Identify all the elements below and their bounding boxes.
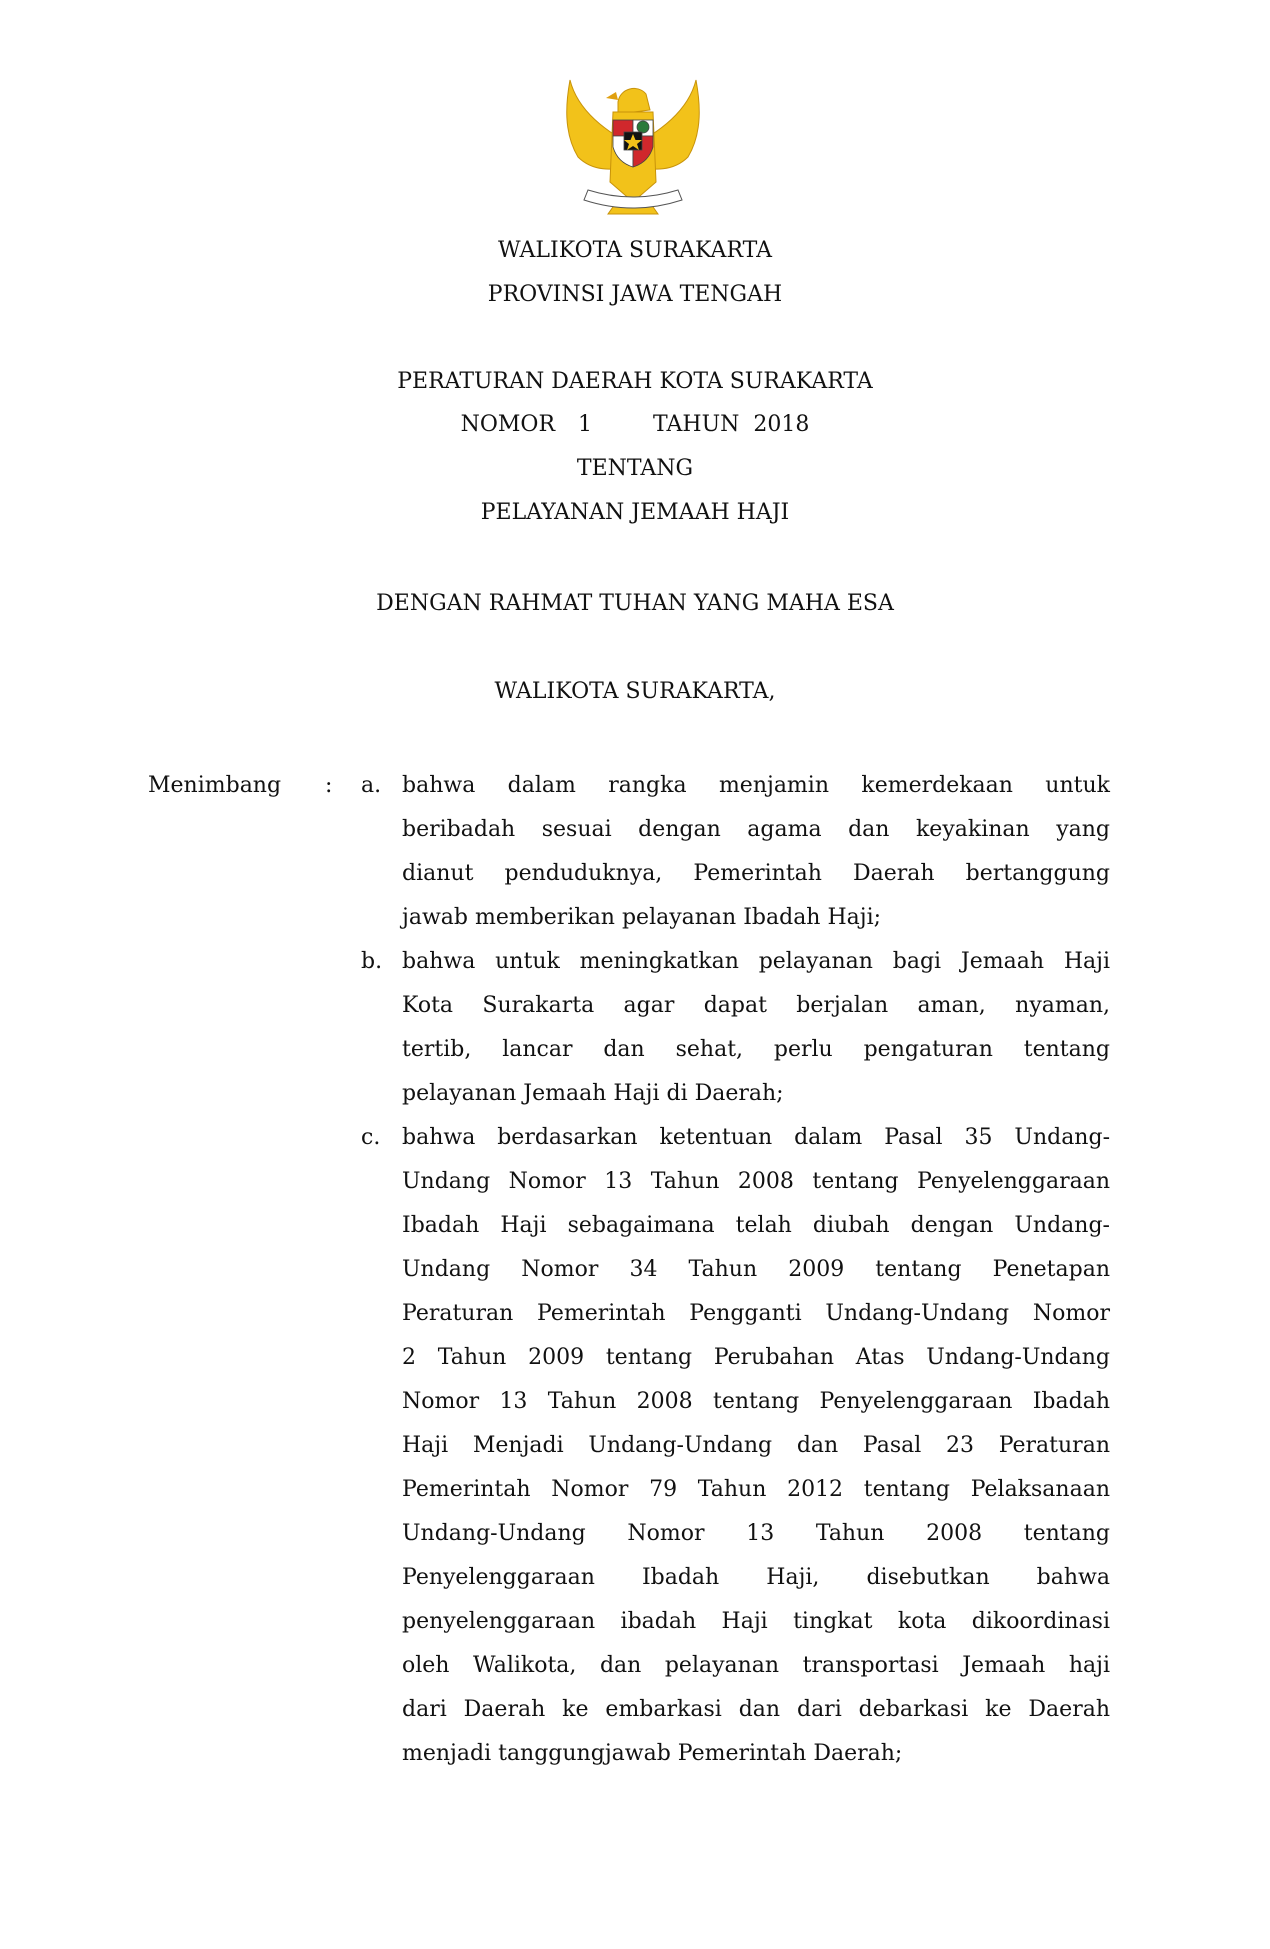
invocation: DENGAN RAHMAT TUHAN YANG MAHA ESA (376, 591, 894, 616)
item-text-line: Peraturan Pemerintah Pengganti Undang-Undang Nomor (402, 1301, 1110, 1326)
consideration-item (0, 764, 1270, 940)
item-text-line: beribadah sesuai dengan agama dan keyakinan yang (402, 817, 1110, 842)
regulation-number (0, 410, 1270, 440)
item-text-line: bahwa dalam rangka menjamin kemerdekaan untuk (402, 773, 1110, 798)
item-text-line: oleh Walikota, dan pelayanan transportasi Jemaah haji (402, 1653, 1110, 1678)
item-text-line: Undang Nomor 34 Tahun 2009 tentang Penetapan (402, 1257, 1110, 1282)
tahun-value: 2018 (753, 412, 810, 437)
menimbang-section (0, 764, 1270, 1776)
menimbang-label: Menimbang (148, 773, 282, 798)
consideration-item (0, 940, 1270, 1116)
issuer-title: WALIKOTA SURAKARTA (498, 238, 772, 263)
item-text-line: Nomor 13 Tahun 2008 tentang Penyelenggaraan Ibadah (402, 1389, 1110, 1414)
item-text-line: Haji Menjadi Undang-Undang dan Pasal 23 Peraturan (402, 1433, 1110, 1458)
item-text-line: bahwa untuk meningkatkan pelayanan bagi Jemaah Haji (402, 949, 1110, 974)
item-text-line: Pemerintah Nomor 79 Tahun 2012 tentang Pelaksanaan (402, 1477, 1110, 1502)
garuda-pancasila-emblem (558, 72, 708, 220)
mayor-heading: WALIKOTA SURAKARTA, (494, 679, 776, 704)
item-text-line: menjadi tanggungjawab Pemerintah Daerah; (402, 1741, 903, 1766)
item-text-line: 2 Tahun 2009 tentang Perubahan Atas Undang-Undang (402, 1345, 1110, 1370)
province-title: PROVINSI JAWA TENGAH (487, 282, 783, 307)
regulation-subject: PELAYANAN JEMAAH HAJI (480, 500, 790, 525)
tentang-label: TENTANG (576, 456, 694, 481)
item-text-line: bahwa berdasarkan ketentuan dalam Pasal 35 Undang- (402, 1125, 1110, 1150)
menimbang-colon: : (325, 773, 333, 798)
item-text-line: dari Daerah ke embarkasi dan dari debarkasi ke Daerah (402, 1697, 1110, 1722)
nomor-value: 1 (578, 412, 593, 437)
nomor-label: NOMOR (460, 412, 556, 437)
item-text-line: Kota Surakarta agar dapat berjalan aman, nyaman, (402, 993, 1110, 1018)
item-marker: a. (361, 773, 382, 798)
item-text-line: tertib, lancar dan sehat, perlu pengaturan tentang (402, 1037, 1110, 1062)
item-text-line: Penyelenggaraan Ibadah Haji, disebutkan bahwa (402, 1565, 1110, 1590)
item-marker: c. (361, 1125, 381, 1150)
item-text-line: jawab memberikan pelayanan Ibadah Haji; (402, 905, 882, 930)
item-text-line: pelayanan Jemaah Haji di Daerah; (402, 1081, 784, 1106)
regulation-title: PERATURAN DAERAH KOTA SURAKARTA (397, 369, 873, 394)
consideration-item (0, 1116, 1270, 1776)
item-marker: b. (361, 949, 383, 974)
item-text-line: penyelenggaraan ibadah Haji tingkat kota dikoordinasi (402, 1609, 1110, 1634)
item-text-line: Undang-Undang Nomor 13 Tahun 2008 tentang (402, 1521, 1110, 1546)
item-text-line: dianut penduduknya, Pemerintah Daerah bertanggung (402, 861, 1110, 886)
item-text-line: Undang Nomor 13 Tahun 2008 tentang Penyelenggaraan (402, 1169, 1110, 1194)
tahun-label: TAHUN (653, 412, 740, 437)
item-text-line: Ibadah Haji sebagaimana telah diubah dengan Undang- (402, 1213, 1110, 1238)
